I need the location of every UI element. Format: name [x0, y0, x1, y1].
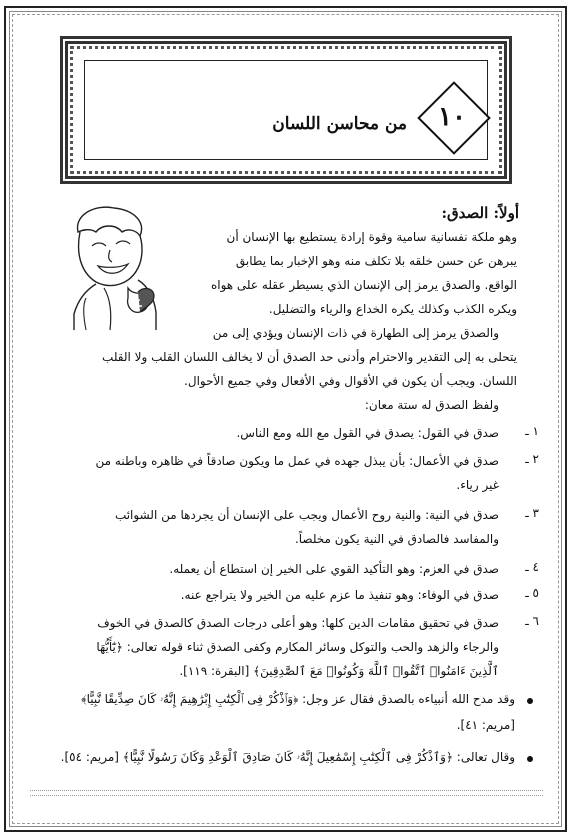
item-number: ٥ ـ — [525, 586, 539, 600]
item-line: والمفاسد فالصادق في النية يكون مخلصاً. — [294, 532, 499, 546]
item-line: والرجاء والزهد والحب والتوكل وسائر المكارم وكفى الصدق ثناء قوله تعالى: ﴿يَٰٓأَيُّهَا — [96, 640, 499, 654]
bullet-dot — [527, 698, 533, 704]
para2-line-1: والصدق يرمز إلى الطهارة في ذات الإنسان ويؤدي إلى من — [212, 326, 499, 340]
item-line: صدق في تحقيق مقامات الدين كلها: وهو أعلى درجات الصدق كالصدق في الخوف — [97, 616, 499, 630]
item-line: غير رياء. — [456, 478, 499, 492]
intro-line-4: ويكره الكذب وكذلك يكره الخداع والرياء والتضليل. — [268, 302, 517, 316]
bullet-dot — [527, 756, 533, 762]
item-line: صدق في القول: يصدق في القول مع الله ومع الناس. — [236, 426, 499, 440]
item-line: صدق في النية: والنية روح الأعمال ويجب على الإنسان أن يجردها من الشوائب — [114, 508, 499, 522]
item-line: صدق في العزم: وهو التأكيد القوي على الخير إن استطاع أن يعمله. — [169, 562, 499, 576]
boy-illustration — [56, 202, 168, 332]
para2-line-3: اللسان. ويجب أن يكون في الأقوال وفي الأفعال وفي جميع الأحوال. — [184, 374, 517, 388]
intro-line-2: يبرهن عن حسن خلقه بلا تكلف منه وهو الإخبار بما يطابق — [235, 254, 517, 268]
item-number: ١ ـ — [525, 424, 539, 438]
lesson-number: ١٠ — [438, 102, 466, 132]
item-line: ٱلَّذِينَ ءَامَنُوا۟ ٱتَّقُوا۟ ٱللَّهَ وَكُونُوا۟ مَعَ ٱلصَّٰدِقِينَ﴾ [البقرة: ١١٩]. — [179, 664, 499, 678]
item-line: صدق في الوفاء: وهو تنفيذ ما عزم عليه من الخير ولا يتراجع عنه. — [180, 588, 499, 602]
item-number: ٤ ـ — [525, 560, 539, 574]
intro-line-3: الواقع. والصدق يرمز إلى الإنسان الذي يسيطر عقله على هواه — [210, 278, 517, 292]
bullet-line: وقال تعالى: ﴿وَٱذْكُرْ فِى ٱلْكِتَٰبِ إِسْمَٰعِيلَ إِنَّهُۥ كَانَ صَادِقَ ٱلْوَعْدِ وَكَانَ رَسُولًا نَّبِيًّا﴾ [مريم: ٥٤]. — [60, 750, 515, 764]
section-heading: أولاً: الصدق: — [441, 204, 519, 222]
item-line: صدق في الأعمال: بأن يبذل جهده في عمل ما ويكون صادقاً في ظاهره وباطنه من — [95, 454, 499, 468]
intro-line-1: وهو ملكة نفسانية سامية وقوة إرادة يستطيع بها الإنسان أن — [226, 230, 517, 244]
item-number: ٢ ـ — [525, 452, 539, 466]
lesson-title: من محاسن اللسان — [272, 114, 407, 134]
bottom-ornament — [30, 790, 543, 796]
item-number: ٣ ـ — [525, 506, 539, 520]
item-number: ٦ ـ — [525, 614, 539, 628]
bullet-line: [مريم: ٤١]. — [456, 718, 515, 732]
meanings-intro: ولفظ الصدق له ستة معان: — [364, 398, 499, 412]
para2-line-2: يتحلى به إلى التقدير والاحترام وأدنى حد الصدق أن لا يخالف اللسان القلب ولا القلب — [102, 350, 517, 364]
bullet-line: وقد مدح الله أنبياءه بالصدق فقال عز وجل: ﴿وَٱذْكُرْ فِى ٱلْكِتَٰبِ إِبْرَٰهِيمَ إِنَّهُۥ كَانَ صِدِّيقًا نَّبِيًّا﴾ — [81, 692, 515, 706]
